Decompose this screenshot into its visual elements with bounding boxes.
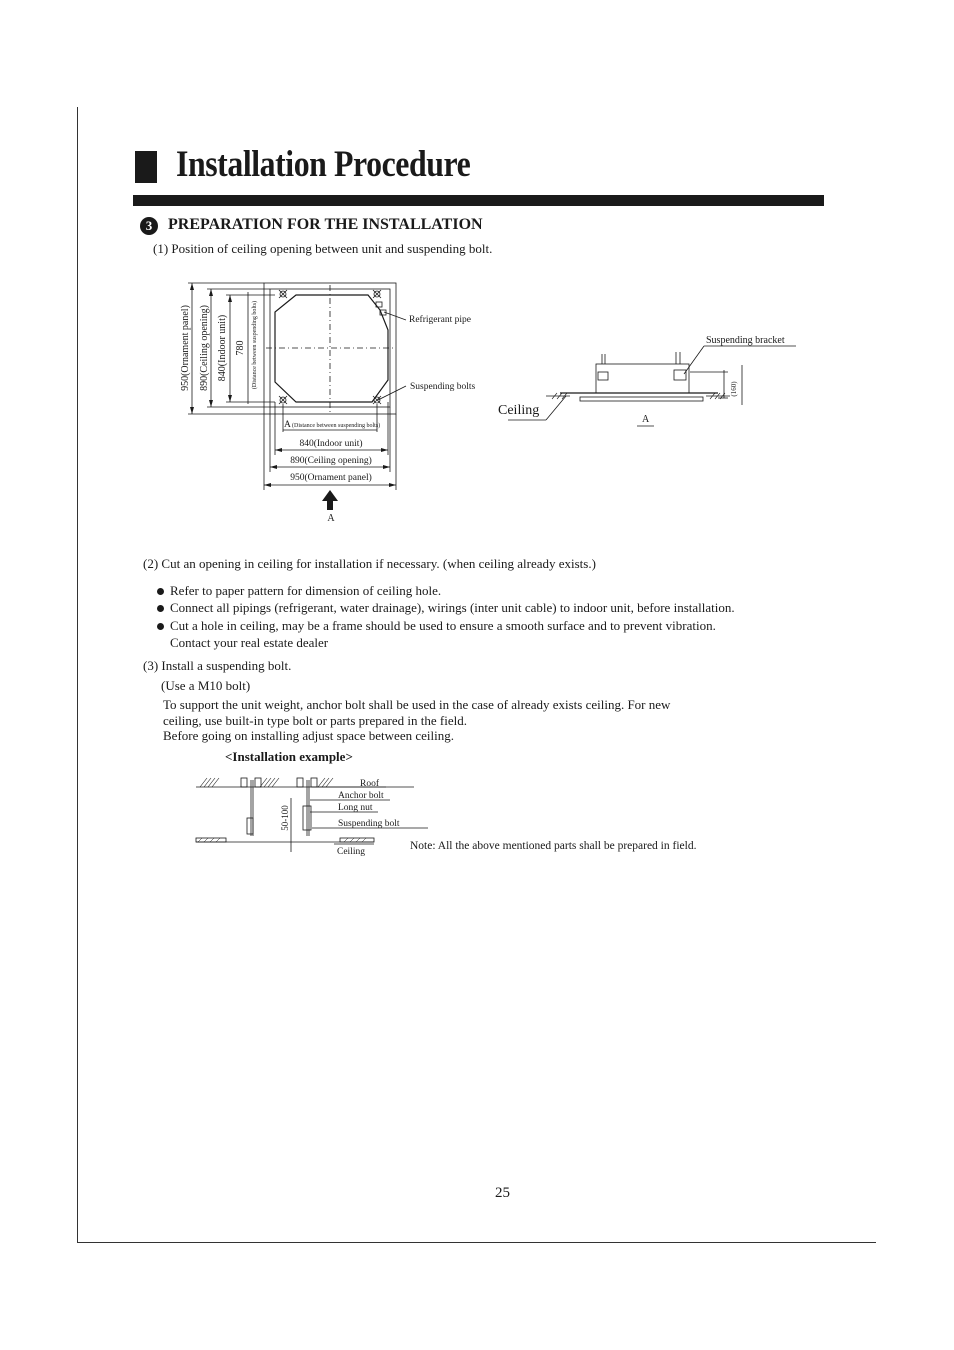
suspending-bracket (674, 370, 686, 380)
label-long-nut: Long nut (338, 803, 373, 813)
section-number-badge: 3 (140, 217, 158, 235)
bottom-rule (77, 1242, 876, 1243)
label-a-side: A (642, 414, 650, 425)
label-suspending-bracket: Suspending bracket (706, 335, 785, 346)
step1-text: (1) Position of ceiling opening between unit and suspending bolt. (153, 241, 493, 256)
label-ceiling-example: Ceiling (337, 847, 365, 857)
dim-ceiling-opening-horizontal: 890(Ceiling opening) (290, 456, 372, 466)
section-title: PREPARATION FOR THE INSTALLATION (168, 216, 483, 233)
unit-body (596, 364, 689, 393)
step2-text: (2) Cut an opening in ceiling for installation if necessary. (when ceiling already exists.) (143, 556, 596, 571)
dim-50-100: 50-100 (280, 805, 290, 831)
step3-text: (3) Install a suspending bolt. (143, 658, 292, 673)
label-arrow-a: A (327, 513, 335, 524)
step2-bullet-2: Connect all pipings (refrigerant, water drainage), wirings (inter unit cable) to indoor unit, before installation. (170, 600, 735, 615)
dim-indoor-unit-vertical: 840(Indoor unit) (217, 314, 228, 382)
step3-paragraph-line-3: Before going on installing adjust space between ceiling. (163, 728, 454, 743)
step2-bullet-1: Refer to paper pattern for dimension of ceiling hole. (170, 583, 442, 598)
step3-subtext: (Use a M10 bolt) (161, 678, 251, 693)
left-margin-line (77, 107, 78, 1243)
dim-ornament-panel-vertical: 950(Ornament panel) (180, 305, 191, 391)
bullet-dot-icon (157, 605, 164, 612)
bullet-dot-icon (157, 623, 164, 630)
step3-paragraph-line-2: ceiling, use built-in type bolt or parts prepared in the field. (163, 713, 467, 728)
label-suspending-bolts: Suspending bolts (410, 382, 476, 392)
unit-side-view-diagram (495, 330, 805, 430)
dim-bolt-distance-vertical: (Distance between suspending bolts) (252, 300, 258, 390)
step3-paragraph-line-1: To support the unit weight, anchor bolt shall be used in the case of already exists ceiling. For new (163, 697, 671, 712)
step2-bullet-3: Cut a hole in ceiling, may be a frame should be used to ensure a smooth surface and to prevent vibration. (170, 618, 716, 633)
dim-160: (160) (730, 381, 738, 397)
label-roof: Roof (360, 779, 379, 789)
label-a-distance: (Distance between suspending bolts) (292, 423, 381, 429)
indoor-unit-outline (275, 295, 388, 402)
label-a: A (284, 420, 291, 430)
installation-note: Note: All the above mentioned parts shall be prepared in field. (410, 840, 697, 852)
label-refrigerant-pipe: Refrigerant pipe (409, 315, 471, 325)
direction-arrow-icon (322, 490, 338, 510)
bullet-dot-icon (157, 588, 164, 595)
installation-example-diagram (190, 770, 440, 860)
title-underline-bar (133, 195, 824, 206)
installation-example-title: <Installation example> (225, 749, 353, 764)
page-number: 25 (495, 1185, 510, 1201)
label-suspending-bolt: Suspending bolt (338, 819, 400, 829)
dim-ornament-panel-horizontal: 950(Ornament panel) (290, 473, 372, 483)
label-ceiling-side: Ceiling (498, 403, 540, 418)
dim-ceiling-opening-vertical: 890(Ceiling opening) (199, 305, 210, 391)
dim-780: 780 (235, 340, 246, 356)
step2-bullet-3-continued: Contact your real estate dealer (170, 635, 329, 650)
title-marker-block (135, 151, 157, 183)
label-anchor-bolt: Anchor bolt (338, 791, 384, 801)
dim-indoor-unit-horizontal: 840(Indoor unit) (299, 439, 363, 449)
ceiling-opening-top-view-diagram (170, 272, 490, 530)
page-title: Installation Procedure (176, 144, 471, 185)
